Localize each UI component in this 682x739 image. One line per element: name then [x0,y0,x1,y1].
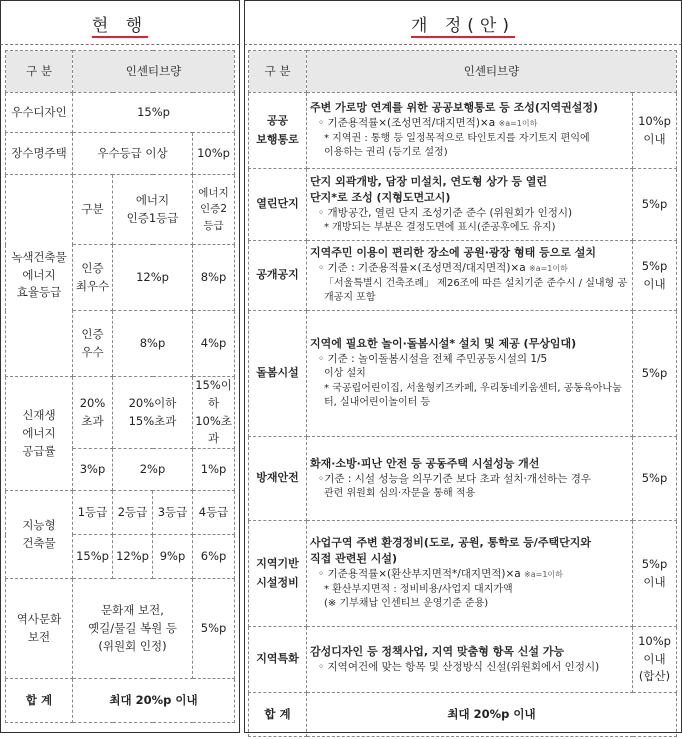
revised-item-title: 사업구역 주변 환경정비(도로, 공원, 통학로 등/주택단지와 직접 관련된 시설) [310,536,591,566]
green-good-label: 인증 우수 [73,311,113,377]
row-design [6,93,235,133]
revised-item-note-2: * 국공립어린이집, 서울형키즈카페, 우리동네키움센터, 공동육아나눔터, 실내어린이놀이터 등 [324,382,622,409]
renew-r1: 20%초과 [73,377,113,449]
green-energy2: 에너지 인증2등급 [193,175,235,245]
green-best-1: 12%p [113,245,193,311]
row-green-head [6,175,235,245]
row-longlife [6,133,235,175]
revised-item-note: 이상 설치 [324,368,366,380]
revised-value: 10%p 이내 [633,93,677,169]
current-total-value: 최대 20%p 이내 [73,679,235,723]
revised-header-row [249,51,677,93]
revised-item-note: 관련 위원회 심의·자문을 통해 적용 [324,487,476,499]
longlife-value: 10%p [193,133,235,175]
smart-v4: 6%p [193,535,235,579]
renew-v2: 2%p [113,449,193,491]
revised-item-criteria: ◦기준 : 시설 성능을 의무기준 보다 초과 설치·개선하는 경우 [318,472,592,485]
green-best-label: 인증 최우수 [73,245,113,311]
revised-category: 공공 보행통로 [249,93,307,169]
revised-value: 5%p 이내 [633,521,677,627]
green-best-2: 8%p [193,245,235,311]
design-value: 15%p [73,93,235,133]
revised-item-criteria: ◦ 기준용적률×(환산부지면적*/대지면적)×a ※a=1이하 [318,568,563,581]
revised-item-criteria: ◦ 지역여건에 맞는 항목 및 산정방식 신설(위원회에서 인정시) [318,660,600,673]
smart-g1: 1등급 [73,491,113,535]
smart-v1: 15%p [73,535,113,579]
design-label: 우수디자인 [6,93,73,133]
revised-row [249,627,677,693]
smart-v3: 9%p [153,535,193,579]
revised-item-title: 감성디자인 등 정책사업, 지역 맞춤형 항목 신설 가능 [310,644,565,658]
renew-label: 신재생 에너지 공급률 [6,377,73,491]
revised-value: 5%p 이내 [633,241,677,311]
revised-value: 5%p [633,437,677,521]
revised-header [244,0,682,45]
revised-item-title: 주변 가로망 연계를 위한 공공보행통로 등 조성(지역권설정) [310,101,599,115]
smart-g3: 3등급 [153,491,193,535]
revised-detail [307,241,633,311]
revised-item-note: * 환산부지면적 : 정비비용/사업지 대지가액 [324,583,513,595]
green-good-1: 8%p [113,311,193,377]
row-smart-grade [6,491,235,535]
revised-item-criteria: ◦ 기준 : 놀이돌봄시설을 전체 주민공동시설의 1/5 [318,353,548,366]
revised-total-row [249,693,677,737]
revised-detail [307,627,633,693]
green-sub: 구분 [73,175,113,245]
revised-item-title: 단지 외곽개방, 담장 미설치, 연도형 상가 등 열린 단지*로 조성 (지형도면고시) [310,174,548,204]
revised-total-value: 최대 20%p 이내 [307,693,677,737]
revised-value: 5%p [633,311,677,437]
revised-row [249,241,677,311]
revised-item-criteria: ◦ 개방공간, 열린 단지 조성기준 준수 (위원회가 인정시) [318,206,573,219]
current-header [0,0,240,45]
revised-item-note-2: 이용하는 권리 (등기로 설정) [324,147,448,159]
revised-detail [307,521,633,627]
revised-item-note: * 개방되는 부분은 결정도면에 표시(준공후에도 유지) [324,221,556,233]
revised-detail [307,437,633,521]
revised-value: 10%p 이내 (합산) [633,627,677,693]
revised-detail [307,93,633,169]
revised-item-note: 「서울특별시 건축조례」 제26조에 따른 설치기준 준수시 / 실내형 공개공지 포함 [324,277,628,304]
longlife-label: 장수명주택 [6,133,73,175]
revised-category: 공개공지 [249,241,307,311]
revised-item-title: 지역주민 이용이 편리한 장소에 공원·광장 형태 등으로 설치 [310,246,597,260]
revised-table [248,50,677,737]
heritage-desc: 문화재 보전, 옛길/물길 복원 등 (위원회 인정) [73,579,193,679]
green-label: 녹색건축물 에너지 효율등급 [6,175,73,377]
revised-row [249,169,677,241]
revised-item-criteria: ◦ 기준 : 기준용적률×(조성면적/대지면적)×a ※a=1이하 [318,262,568,275]
current-table [5,50,235,723]
revised-row [249,521,677,627]
row-heritage [6,579,235,679]
renew-r3: 15%이하 10%초과 [193,377,235,449]
revised-item-criteria: ◦ 기준용적률×(조성면적/대지면적)×a ※a=1이하 [318,117,538,130]
revised-detail [307,169,633,241]
revised-col-category: 구 분 [249,51,307,93]
revised-item-title: 지역에 필요한 놀이·돌봄시설* 설치 및 제공 (무상임대) [310,337,577,351]
renew-v1: 3%p [73,449,113,491]
revised-row [249,437,677,521]
row-renew-range [6,377,235,449]
revised-category: 지역기반 시설정비 [249,521,307,627]
renew-v3: 1%p [193,449,235,491]
current-col-category: 구 분 [6,51,73,93]
heritage-value: 5%p [193,579,235,679]
revised-category: 지역특화 [249,627,307,693]
revised-category: 방재안전 [249,437,307,521]
revised-category: 돌봄시설 [249,311,307,437]
heritage-label: 역사문화 보전 [6,579,73,679]
revised-value: 5%p [633,169,677,241]
green-energy1: 에너지 인증1등급 [113,175,193,245]
revised-total-label: 합 계 [249,693,307,737]
smart-label: 지능형 건축물 [6,491,73,579]
current-total-label: 합 계 [6,679,73,723]
revised-item-note: * 지역권 : 통행 등 일정목적으로 타인토지를 자기토지 편익에 [324,132,590,144]
smart-g2: 2등급 [113,491,153,535]
row-current-total [6,679,235,723]
smart-v2: 12%p [113,535,153,579]
smart-g4: 4등급 [193,491,235,535]
green-good-2: 4%p [193,311,235,377]
longlife-grade: 우수등급 이상 [73,133,193,175]
revised-detail [307,311,633,437]
revised-row [249,93,677,169]
revised-header-text: 개 정(안) [411,15,515,36]
revised-item-note-2: (※ 기부채납 인센티브 운영기준 준용) [324,598,489,610]
current-header-text: 현 행 [91,15,149,36]
revised-category: 열린단지 [249,169,307,241]
revised-item-title: 화재·소방·피난 안전 등 공동주택 시설성능 개선 [310,456,540,470]
revised-col-incentive: 인센티브량 [307,51,677,93]
renew-r2: 20%이하 15%초과 [113,377,193,449]
revised-row [249,311,677,437]
current-header-row [6,51,235,93]
current-col-incentive: 인센티브량 [73,51,235,93]
